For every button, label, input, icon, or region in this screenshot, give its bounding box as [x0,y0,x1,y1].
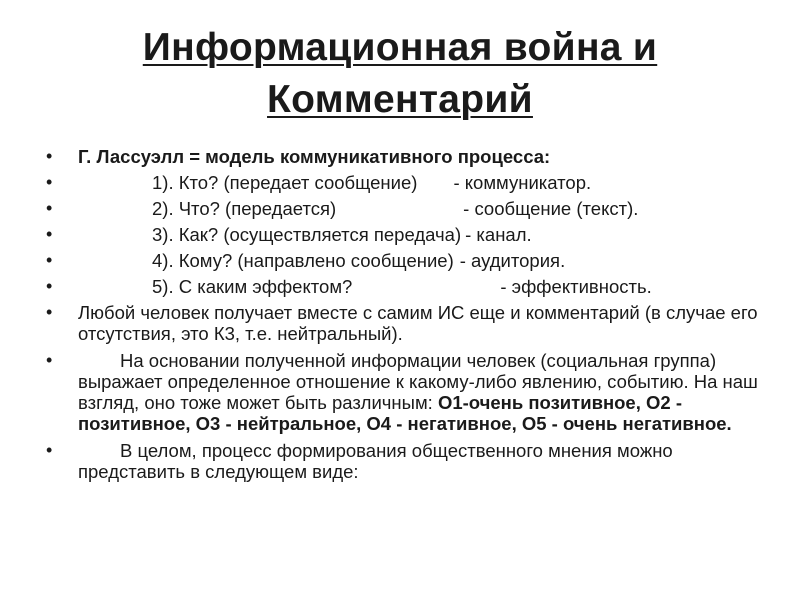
bullet-icon: • [46,440,53,460]
bullet-icon: • [46,198,53,218]
question-effect: 5). С каким эффектом? [152,276,353,297]
bullet-icon: • [46,146,53,166]
bullet-icon: • [46,250,53,270]
list-item-whom [46,250,766,271]
list-item-what [46,198,766,219]
commentary-text: Любой человек получает вместе с самим ИС еще и комментарий (в случае его отсутствия, это К3, т.е. нейтральный). [78,302,758,344]
question-what: 2). Что? (передается) [152,198,337,219]
answer-channel: - канал. [465,224,532,245]
bullet-icon: • [46,224,53,244]
answer-message: - сообщение (текст). [463,198,639,219]
answer-audience: - аудитория. [459,250,566,271]
title-line-1: Информационная война и [142,26,658,69]
list-item-how [46,224,766,245]
slide-title [0,22,800,126]
bullet-list [46,146,766,488]
question-who: 1). Кто? (передает сообщение) [152,172,418,193]
list-item-public-opinion [46,440,766,482]
question-how: 3). Как? (осуществляется передача) [152,224,462,245]
list-item-who [46,172,766,193]
title-line-2: Комментарий [267,78,533,121]
list-item-lasswell [46,146,766,167]
attitude-levels-text: О1-очень позитивное, О2 - позитивное, О3 - нейтральное, О4 - негативное, О5 - очень негативное. [78,392,732,434]
answer-effectiveness: - эффективность. [500,276,652,297]
public-opinion-text: В целом, процесс формирования общественного мнения можно представить в следующем виде: [78,440,673,482]
list-item-effect [46,276,766,297]
question-whom: 4). Кому? (направлено сообщение) [152,250,454,271]
lasswell-model-text: Г. Лассуэлл = модель коммуникативного процесса: [78,146,551,167]
bullet-icon: • [46,302,53,322]
attitude-text: На основании полученной информации человек (социальная группа) выражает определенное отношение к какому-либо явлению, событию. На наш взгляд, оно тоже может быть различным: [78,350,758,413]
list-item-attitude [46,350,766,434]
bullet-icon: • [46,172,53,192]
list-item-commentary [46,302,766,344]
bullet-icon: • [46,350,53,370]
bullet-icon: • [46,276,53,296]
answer-communicator: - коммуникатор. [453,172,592,193]
